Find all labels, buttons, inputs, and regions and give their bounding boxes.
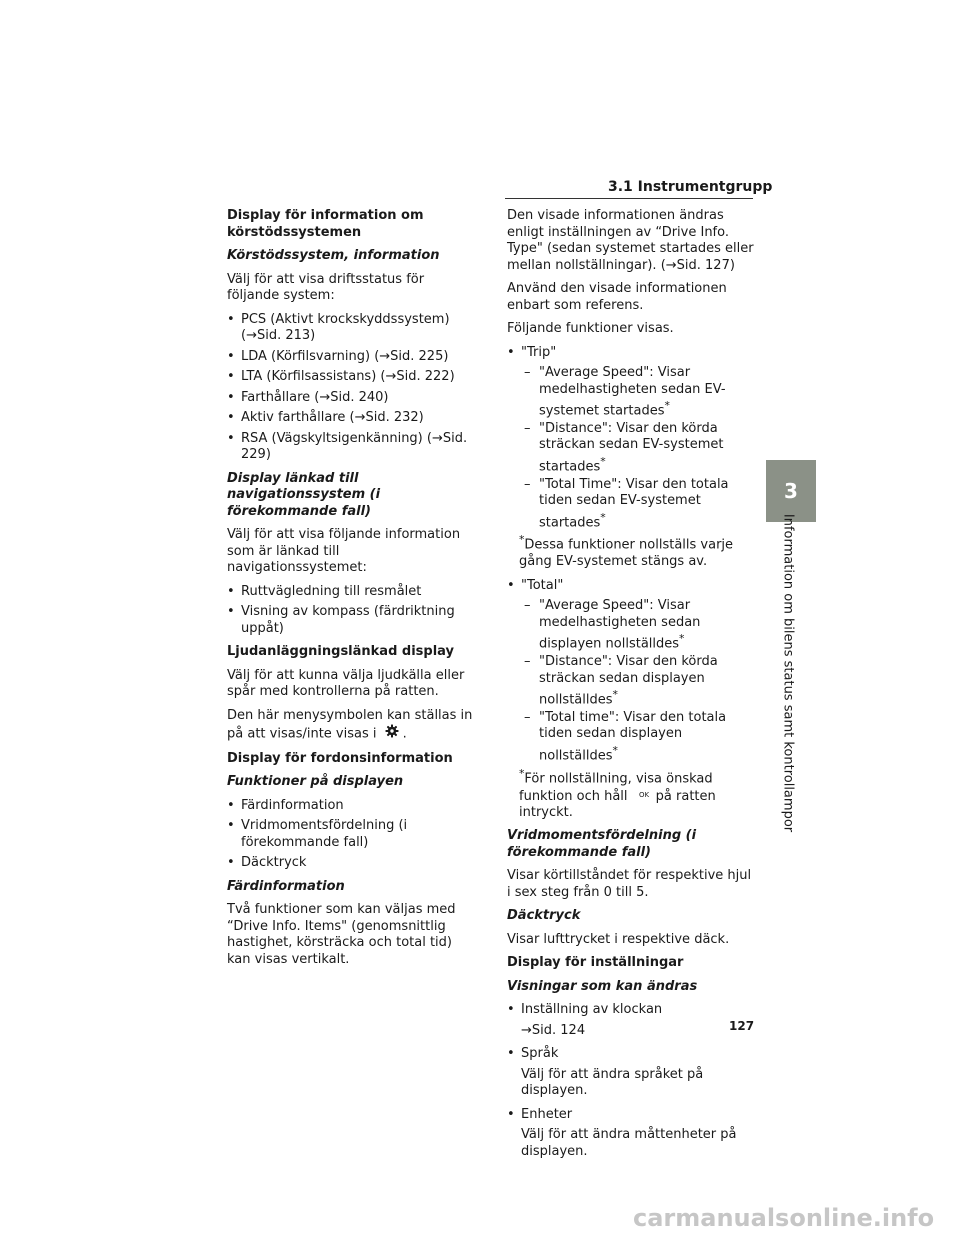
- subheading-tire-pressure: Däcktryck: [507, 908, 581, 924]
- paragraph: Använd den visade informationen enbart som referens.: [507, 281, 727, 313]
- text: "Average Speed": Visar medelhastigheten sedan displayen nollställdes: [539, 598, 701, 652]
- paragraph: Följande funktioner visas.: [507, 321, 674, 336]
- list-item: • PCS (Aktivt krockskyddssystem) (→Sid. 213): [227, 312, 475, 345]
- svg-text:OK: OK: [638, 790, 649, 799]
- list-item: • Inställning av klockan: [507, 1002, 755, 1019]
- text: "Total time": Visar den totala tiden sedan displayen nollställdes: [539, 709, 727, 764]
- paragraph: Två funktioner som kan väljas med “Drive Info. Items" (genomsnittlig hastighet, körsträcka och total tid) kan visas vertikalt.: [227, 902, 456, 967]
- subheading-display-functions: Funktioner på displayen: [227, 774, 404, 789]
- list-item: • Vridmomentsfördelning (i förekommande fall): [227, 818, 475, 851]
- sub-list-item: [507, 477, 755, 532]
- subheading-trip-info: Färdinformation: [227, 878, 345, 894]
- section-header: 3.1 Instrumentgrupp: [608, 179, 773, 195]
- list-item: • Däcktryck: [227, 855, 475, 872]
- sub-list-item: [507, 710, 755, 765]
- chapter-title: [778, 513, 798, 833]
- list-item-detail: Välj för att ändra måttenheter på displayen.: [521, 1127, 737, 1159]
- list-item: • Färdinformation: [227, 798, 475, 815]
- left-column: [227, 208, 475, 975]
- text: Den här menysymbolen kan ställas in på att visas/inte visas i: [227, 707, 473, 742]
- paragraph: Visar körtillståndet för respektive hjul i sex steg från 0 till 5.: [507, 868, 752, 900]
- list-item: • Aktiv farthållare (→Sid. 232): [227, 410, 475, 427]
- list-item: • LTA (Körfilsassistans) (→Sid. 222): [227, 369, 475, 386]
- heading-audio: Ljudanläggningslänkad display: [227, 644, 455, 659]
- text: "Distance": Visar den körda sträckan sedan EV-systemet startades: [539, 420, 724, 475]
- list-item: • Farthållare (→Sid. 240): [227, 390, 475, 407]
- chapter-tab: 3: [766, 460, 816, 522]
- footnote-mark: *: [600, 454, 606, 468]
- page-number: 127: [729, 1019, 755, 1033]
- text: För nollställning, visa önskad funktion och håll: [519, 771, 713, 804]
- list-item-detail: →Sid. 124: [521, 1022, 586, 1038]
- paragraph: Välj för att visa driftsstatus för följande system:: [227, 271, 425, 303]
- chapter-title-text: Information om bilens status samt kontrollampor: [780, 513, 796, 833]
- text: Dessa funktioner nollställs varje gång EV-systemet stängs av.: [519, 537, 734, 570]
- paragraph: Den visade informationen ändras enligt inställningen av “Drive Info. Type" (sedan systemet startades eller mellan nollställningar). (→Sid. 127): [507, 208, 754, 273]
- paragraph: Visar lufttrycket i respektive däck.: [507, 931, 730, 947]
- list-item: • RSA (Vägskyltsigenkänning) (→Sid. 229): [227, 431, 475, 464]
- sub-list-item: [507, 598, 755, 653]
- gear-icon: [385, 724, 399, 744]
- heading-vehicle-info: Display för fordonsinformation: [227, 750, 453, 766]
- footnote-mark: *: [612, 743, 618, 757]
- heading-settings: Display för inställningar: [507, 955, 684, 971]
- subheading-torque: Vridmomentsfördelning (i förekommande fall): [507, 828, 697, 860]
- list-item: • Språk: [507, 1046, 755, 1063]
- footnote-mark: *: [600, 510, 606, 524]
- paragraph-menu-symbol: [227, 708, 475, 744]
- text: på ratten intryckt.: [519, 788, 716, 820]
- footnote-mark: *: [664, 399, 670, 412]
- text: .: [402, 726, 407, 742]
- sub-list-item: [507, 421, 755, 476]
- text: "Distance": Visar den körda sträckan sedan displayen nollställdes: [539, 654, 718, 708]
- list-item: • LDA (Körfilsvarning) (→Sid. 225): [227, 349, 475, 366]
- heading-driver-assist: Display för information om körstödssystemen: [227, 208, 424, 240]
- sub-list-item: [507, 365, 755, 420]
- subheading-navigation: Display länkad till navigationssystem (i förekommande fall): [227, 470, 381, 519]
- text: "Average Speed": Visar medelhastigheten sedan EV-systemet startades: [539, 365, 726, 419]
- right-column: [507, 208, 755, 1167]
- list-item-detail: Välj för att ändra språket på displayen.: [521, 1066, 704, 1099]
- footnote-mark: *: [679, 632, 685, 646]
- list-item: • Visning av kompass (färdriktning uppåt): [227, 604, 475, 637]
- footnote: [507, 766, 755, 822]
- footnote-mark: *: [519, 533, 525, 547]
- list-item-total: • "Total": [507, 578, 755, 595]
- list-item-trip: • "Trip": [507, 345, 755, 362]
- list-item: • Enheter: [507, 1107, 755, 1124]
- paragraph: Välj för att kunna välja ljudkälla eller spår med kontrollerna på ratten.: [227, 667, 465, 699]
- ok-button-icon: [636, 788, 652, 805]
- header-rule: [505, 198, 753, 199]
- text: "Total Time": Visar den totala tiden sedan EV-systemet startades: [539, 476, 729, 530]
- footnote-mark: *: [612, 688, 618, 702]
- footnote: [507, 532, 755, 570]
- subheading-driver-assist-info: Körstödssystem, information: [227, 248, 440, 263]
- watermark: carmanualsonline.info: [633, 1204, 935, 1232]
- list-item: • Ruttvägledning till resmålet: [227, 584, 475, 601]
- sub-list-item: [507, 654, 755, 709]
- footnote-mark: *: [519, 766, 525, 780]
- paragraph: Välj för att visa följande information som är länkad till navigationssystemet:: [227, 527, 461, 575]
- subheading-changeable: Visningar som kan ändras: [507, 978, 698, 994]
